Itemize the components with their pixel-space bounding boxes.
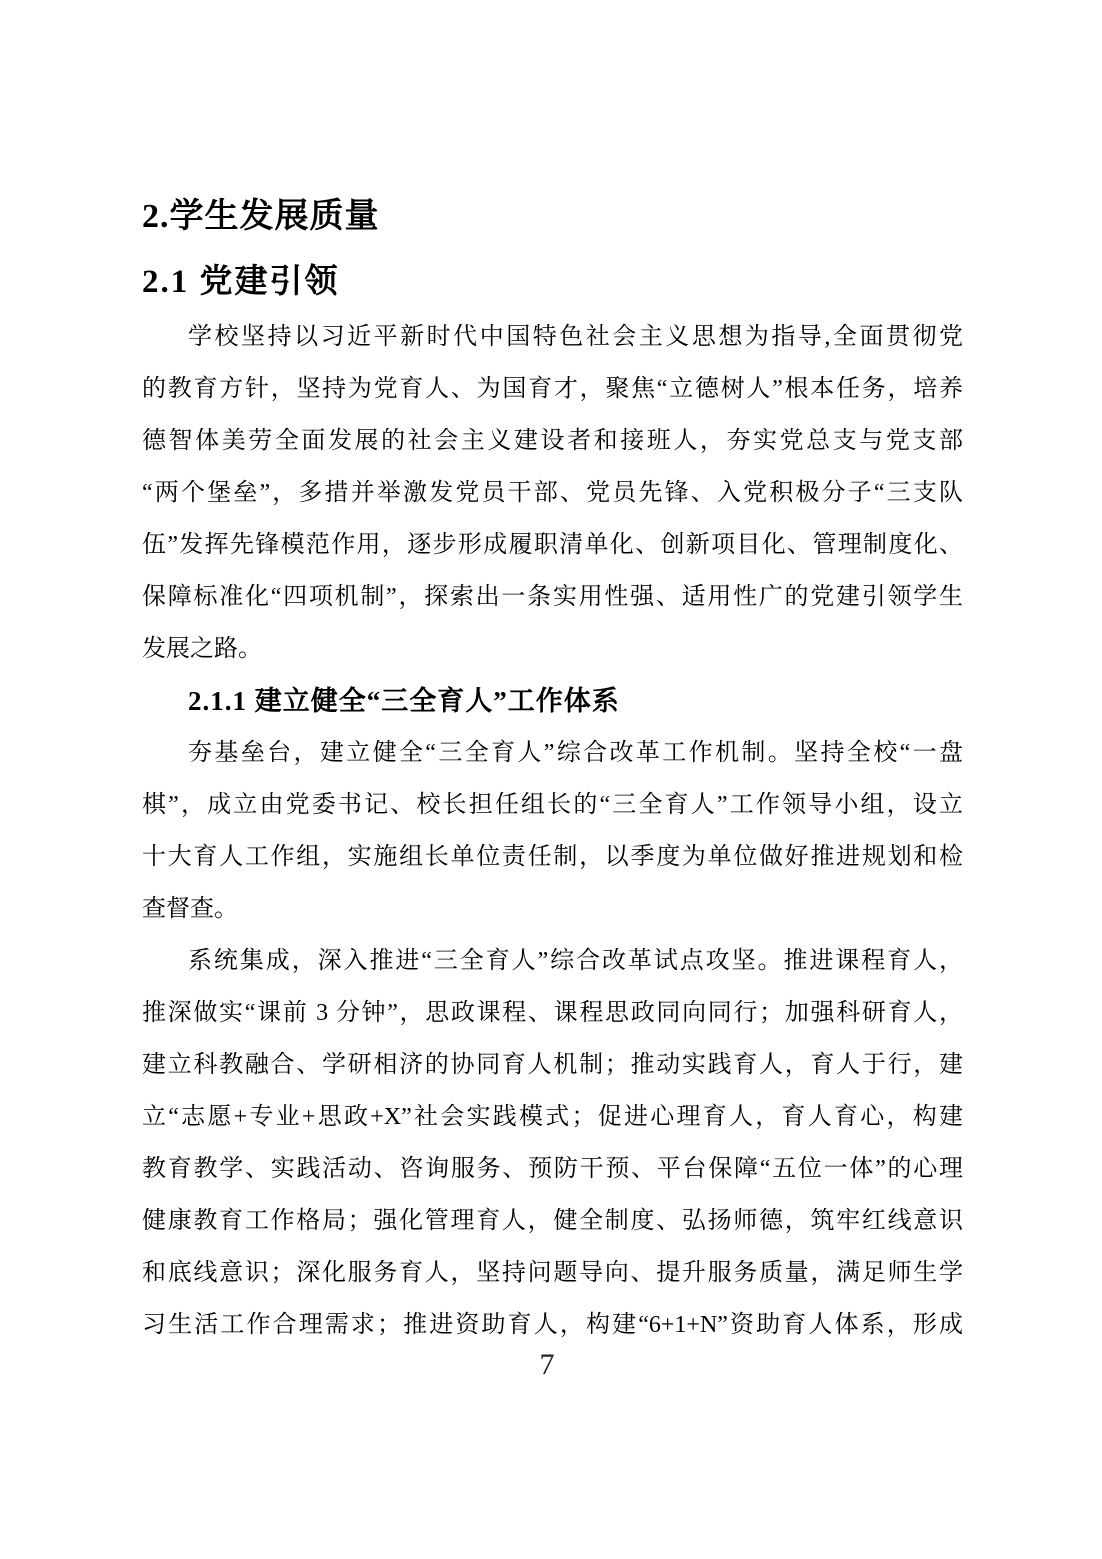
paragraph-line: 保障标准化“四项机制”，探索出一条实用性强、适用性广的党建引领学生 (142, 584, 963, 610)
paragraph-line: 教育教学、实践活动、咨询服务、预防干预、平台保障“五位一体”的心理 (142, 1156, 963, 1182)
paragraph-line: 和底线意识；深化服务育人，坚持问题导向、提升服务质量，满足师生学 (142, 1260, 963, 1286)
paragraph-line: 德智体美劳全面发展的社会主义建设者和接班人，夯实党总支与党支部 (142, 428, 963, 454)
paragraph-line: 十大育人工作组，实施组长单位责任制，以季度为单位做好推进规划和检 (142, 844, 963, 870)
subsubsection-heading: 2.1.1 建立健全“三全育人”工作体系 (188, 686, 620, 716)
paragraph-line: 查督查。 (142, 896, 238, 922)
paragraph-line: 立“志愿+专业+思政+X”社会实践模式；促进心理育人，育人育心，构建 (142, 1104, 963, 1130)
paragraph-line: “两个堡垒”，多措并举激发党员干部、党员先锋、入党积极分子“三支队 (142, 480, 963, 506)
paragraph-line: 健康教育工作格局；强化管理育人，健全制度、弘扬师德，筑牢红线意识 (142, 1208, 963, 1234)
subsection-heading: 2.1 党建引领 (142, 264, 340, 300)
paragraph-line: 推深做实“课前 3 分钟”，思政课程、课程思政同向同行；加强科研育人， (142, 1000, 963, 1026)
section-heading: 2.学生发展质量 (142, 198, 380, 235)
subsubsection-heading-wrap (142, 675, 963, 727)
paragraph-line: 习生活工作合理需求；推进资助育人，构建“6+1+N”资助育人体系，形成 (142, 1312, 963, 1338)
paragraph-line: 学校坚持以习近平新时代中国特色社会主义思想为指导,全面贯彻党 (188, 324, 963, 350)
paragraph-party-building (142, 311, 963, 675)
paragraph-line: 伍”发挥先锋模范作用，逐步形成履职清单化、创新项目化、管理制度化、 (142, 532, 963, 558)
paragraph-line: 发展之路。 (142, 636, 262, 662)
paragraph-line: 棋”，成立由党委书记、校长担任组长的“三全育人”工作领导小组，设立 (142, 792, 963, 818)
paragraph-line: 系统集成，深入推进“三全育人”综合改革试点攻坚。推进课程育人， (188, 948, 963, 974)
paragraph-line: 建立科教融合、学研相济的协同育人机制；推动实践育人，育人于行，建 (142, 1052, 963, 1078)
paragraph-system-integration (142, 935, 963, 1351)
paragraph-work-mechanism (142, 727, 963, 935)
paragraph-line: 夯基垒台，建立健全“三全育人”综合改革工作机制。坚持全校“一盘 (188, 740, 963, 766)
paragraph-line: 的教育方针，坚持为党育人、为国育才，聚焦“立德树人”根本任务，培养 (142, 376, 963, 402)
page-number: 7 (539, 1348, 555, 1381)
